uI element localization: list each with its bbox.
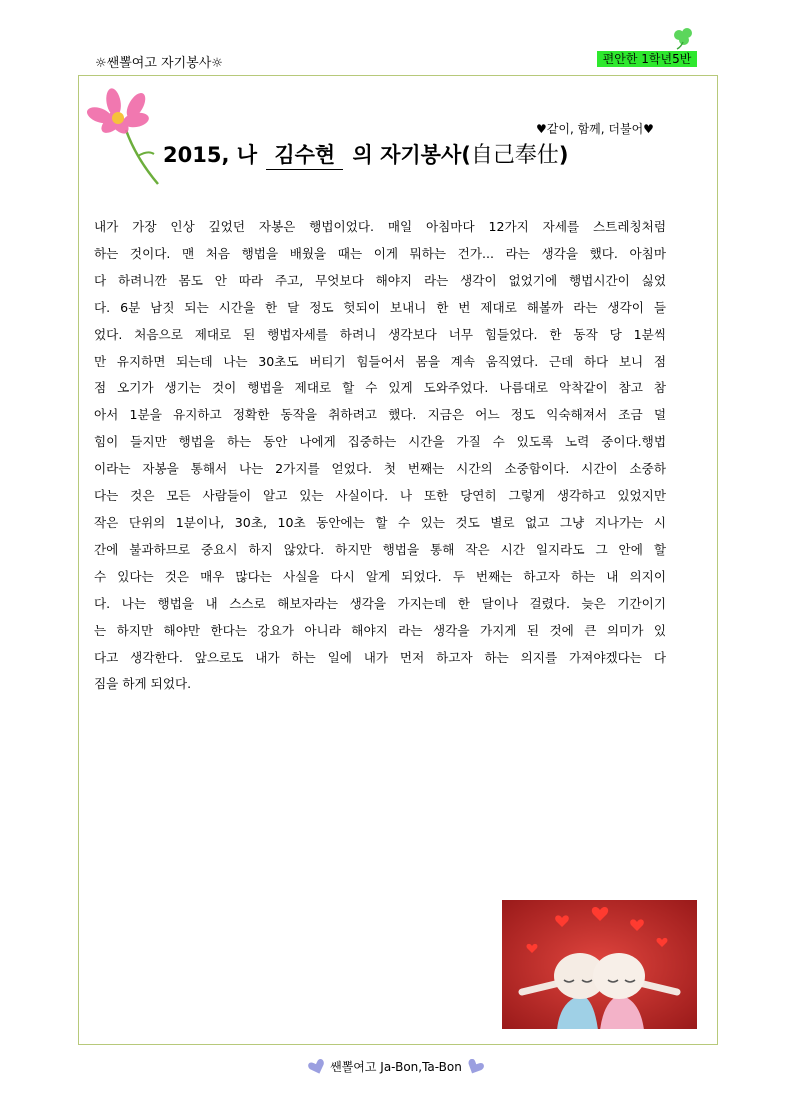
cosmos-flower-icon [86, 88, 166, 188]
essay-line: 다. 나는 행법을 내 스스로 해보자라는 생각을 가지는데 한 달이나 걸렸다. 늦은 기간이기 [94, 595, 666, 611]
essay-line: 내가 가장 인상 깊었던 자봉은 행법이었다. 매일 아침마다 12가지 자세를 스트레칭처럼 [94, 219, 666, 234]
essay-line: 만 유지하면 되는데 나는 30초도 버티기 힘들어서 몸을 계속 움직였다. 근데 하다 보니 점 [94, 353, 666, 369]
essay-line: 이라는 자봉을 통해서 나는 2가지를 얻었다. 첫 번째는 시간의 소중함이다. 시간이 소중하 [94, 461, 666, 477]
motto: ♥같이, 함께, 더불어♥ [536, 122, 654, 136]
title-suffix: ) [558, 143, 569, 167]
essay-line: 수 있다는 것은 매우 많다는 사실을 다시 알게 되었다. 두 번째는 하고자 하는 내 의지이 [94, 568, 666, 584]
essay-line: 는 하지만 해야만 한다는 강요가 아니라 해야지 라는 생각을 가지게 된 것에 큰 의미가 있 [94, 622, 666, 638]
page-title [163, 138, 568, 170]
essay-line: 작은 단위의 1분이나, 30초, 10초 동안에는 할 수 있는 것도 별로 없고 그냥 지나가는 시 [94, 514, 666, 530]
essay-line: 간에 불과하므로 중요시 하지 않았다. 하지만 행법을 통해 작은 시간 일지라도 그 안에 할 [94, 541, 666, 557]
clover-icon [670, 24, 698, 50]
couple-hearts-image [502, 900, 697, 1029]
title-middle: 의 자기봉사( [352, 143, 471, 167]
heart-icon [466, 1059, 484, 1075]
essay-line: 다 하려니깐 몸도 안 따라 주고, 무엇보다 해야지 라는 생각이 없었기에 행법시간이 싫었 [94, 272, 666, 288]
footer-text: 쌘뽈여고 Ja-Bon,Ta-Bon [330, 1060, 462, 1074]
header-title: ☼쌘뽈여고 자기봉사☼ [95, 56, 223, 71]
essay-body [94, 214, 666, 698]
essay-line: 다. 6분 남짓 되는 시간을 한 달 정도 헛되이 보내니 한 번 제대로 해볼까 라는 생각이 들 [94, 299, 666, 315]
essay-line: 짐을 하게 되었다. [94, 676, 192, 692]
student-name: 김수현 [266, 139, 343, 170]
essay-line: 힘이 들지만 행법을 하는 동안 나에게 집중하는 시간을 가질 수 있도록 노력 중이다.행법 [94, 434, 666, 450]
title-hanja: 自己奉仕 [470, 143, 559, 168]
class-badge: 편안한 1학년5반 [597, 51, 697, 67]
title-prefix: 2015, 나 [163, 143, 258, 167]
heart-icon [308, 1059, 326, 1075]
essay-line: 었다. 처음으로 제대로 된 행법자세를 하려니 생각보다 너무 힘들었다. 한 동작 당 1분씩 [94, 326, 666, 342]
essay-line: 다는 것은 모든 사람들이 알고 있는 사실이다. 나 또한 당연히 그렇게 생각하고 있었지만 [94, 488, 666, 504]
essay-line: 점 오기가 생기는 것이 행법을 제대로 할 수 있게 도와주었다. 나름대로 악착같이 참고 참 [94, 380, 666, 396]
footer [0, 1058, 792, 1075]
essay-line: 다고 생각한다. 앞으로도 내가 하는 일에 내가 먼저 하고자 하는 의지를 가져야겠다는 다 [94, 649, 666, 665]
essay-line: 아서 1분을 유지하고 정확한 동작을 취하려고 했다. 지금은 어느 정도 익숙해져서 조금 덜 [94, 407, 666, 423]
essay-line: 하는 것이다. 맨 처음 행법을 배웠을 때는 이게 뭐하는 건가... 라는 생각을 했다. 아침마 [94, 245, 666, 261]
